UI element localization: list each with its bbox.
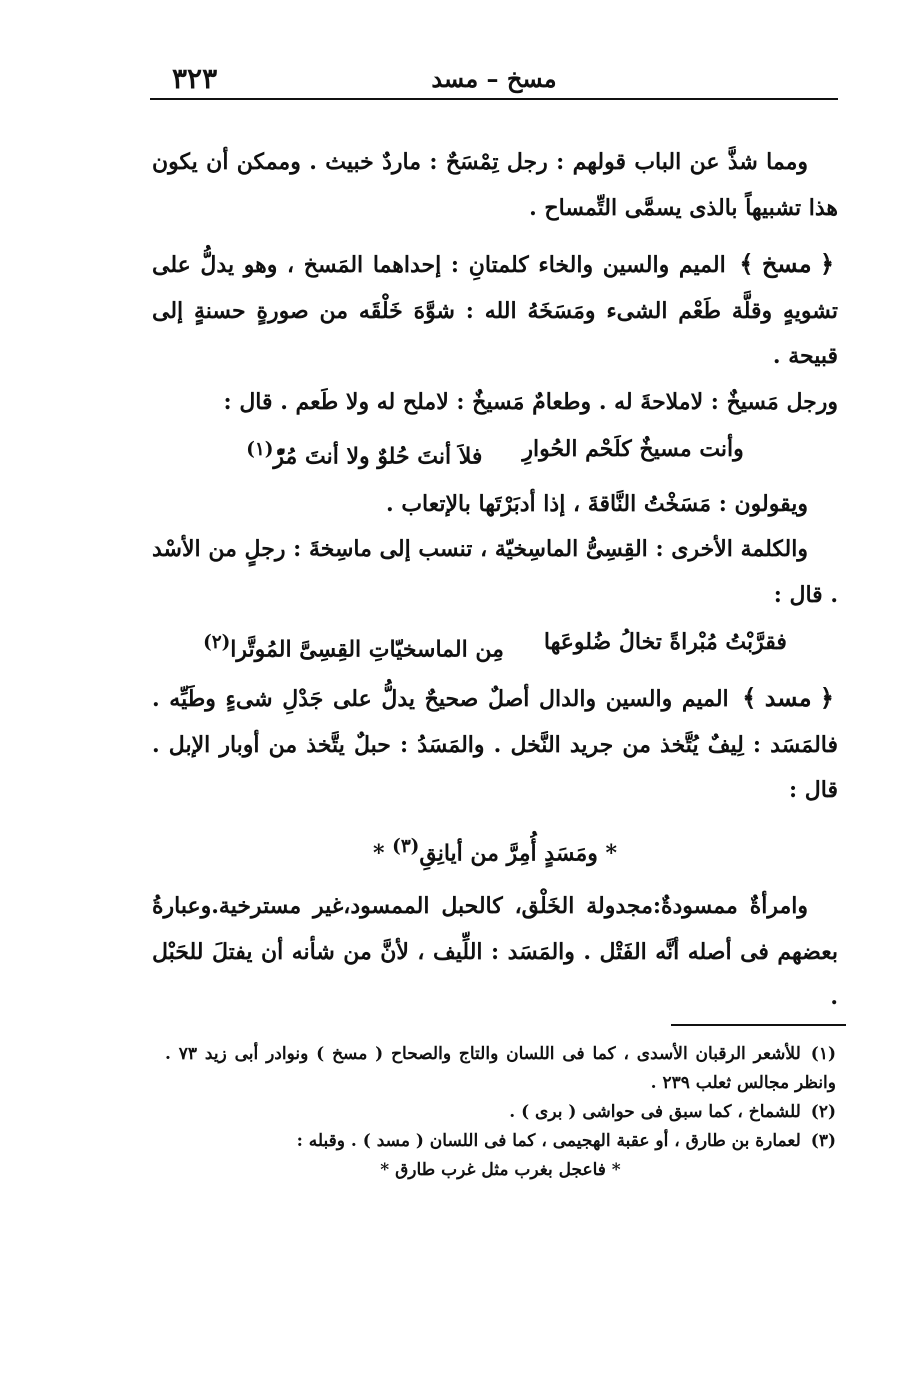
footnotes [165,1040,836,1185]
entry-masad-text: الميم والسين والدال أصلٌ صحيحٌ يدلُّ على جَدْلِ شىءٍ وطَيِّه . فالمَسَد : لِيفٌ يُتَّخذ من جريد النَّخل . والمَسَدُ : حبلٌ يتَّخذ من أوبار الإبل . قال : [152,686,838,804]
verse-3-line: * ومَسَدٍ أُمِرَّ من أيانِقِ [419,839,618,866]
entry-masakh-text: الميم والسين والخاء كلمتانِ : إحداهما المَسخ ، وهو يدلُّ على تشويهٍ وقلَّة طَعْم الشىء ومَسَخَهُ الله : شوَّهَ خَلْقَه من صورةٍ حسنةٍ إلى قبيحة . [152,252,838,369]
entry-masad [152,675,838,814]
verse-3-text [373,824,617,877]
footnote-1 [165,1040,836,1098]
footnote-2 [165,1098,836,1127]
page-number: ٣٢٣ [172,62,218,95]
footnote-2-text: للشماخ ، كما سبق فى حواشى ( برى ) . [509,1102,801,1122]
verse-1-first-half: وأنت مسيخٌ كلَحْم الحُوارِ [522,436,744,462]
verse-3-end-star: * [372,839,385,866]
footnote-separator [671,1024,846,1026]
paragraph-intro: ومما شذَّ عن الباب قولهم : رجل تِمْسَحٌ : ماردٌ خبيث . وممكن أن يكون هذا تشبيهاً بالذى يسمَّى التِّمساح . [152,149,838,221]
footnote-1-text: للأشعر الرقبان الأسدى ، كما فى اللسان والتاج والصحاح ( مسخ ) ونوادر أبى زيد ٧٣ . وانظر مجالس ثعلب ٢٣٩ . [165,1044,836,1093]
verse-2-second-half-text: مِن الماسخيّاتِ القِسِىَّ المُوتَّرا [230,636,504,663]
footnote-2-number: (٢) [810,1102,836,1122]
paragraph-masikhiyya: والكلمة الأخرى : القِسِىُّ الماسِخيّة ، تنسب إلى ماسِخةَ : رجلٍ من الأسْد . قال : [152,536,838,608]
verse-2-first-half: فقرَّبْتُ مُبْراةً تخالُ ضُلوعَها [543,629,787,656]
headword-masad: ﴿ مسد ﴾ [742,683,834,713]
main-text [152,140,838,1021]
verse-3 [152,824,838,877]
paragraph-masikh: ورجل مَسيخٌ : لاملاحةَ له . وطعامٌ مَسيخٌ : لاملح له ولا طَعم . قال : [223,388,838,415]
paragraph-masakhtu: ويقولون : مَسَخْتُ النَّاقةَ ، إذا أدبَرْتَها بالإتعاب . [386,490,808,517]
running-head: مسخ – مسد [431,64,557,93]
verse-2-second-half [203,620,504,673]
footnote-3 [165,1127,836,1156]
headword-masad-text: مسد [764,683,812,713]
footnote-1-number: (١) [810,1044,836,1064]
verse-1-second-half [246,427,482,480]
page-header [150,62,838,100]
paragraph-mamsuda: وامرأةٌ ممسودةٌ:مجدولة الخَلْق، كالحبل الممسود،غير مسترخية.وعبارةُ بعضهم فى أصله أنَّه الفَتْل . والمَسَد : اللِّيف ، لأنَّ من شأنه أن يفتلَ للحَبْل . [152,893,838,1011]
footnote-ref-1: (١) [246,439,274,460]
headword-masakh-text: مسخ [761,249,812,278]
verse-1-second-half-text: فلاَ أنتَ حُلوٌ ولا أنتَ مُرّْ [273,443,483,470]
footnote-ref-2: (٢) [203,632,231,654]
footnote-3-number: (٣) [810,1131,836,1151]
entry-masakh [152,241,838,380]
verse-1 [152,427,838,480]
verse-2 [152,620,838,673]
headword-masakh: ﴿ مسخ ﴾ [739,249,834,278]
footnote-3-text: لعمارة بن طارق ، أو عقبة الهجيمى ، كما فى اللسان ( مسد ) . وقبله : [296,1131,801,1151]
footnote-ref-3: (٣) [392,835,420,857]
footnote-3-verse: * فاعجل بغرب مثل غرب طارق * [380,1160,621,1180]
